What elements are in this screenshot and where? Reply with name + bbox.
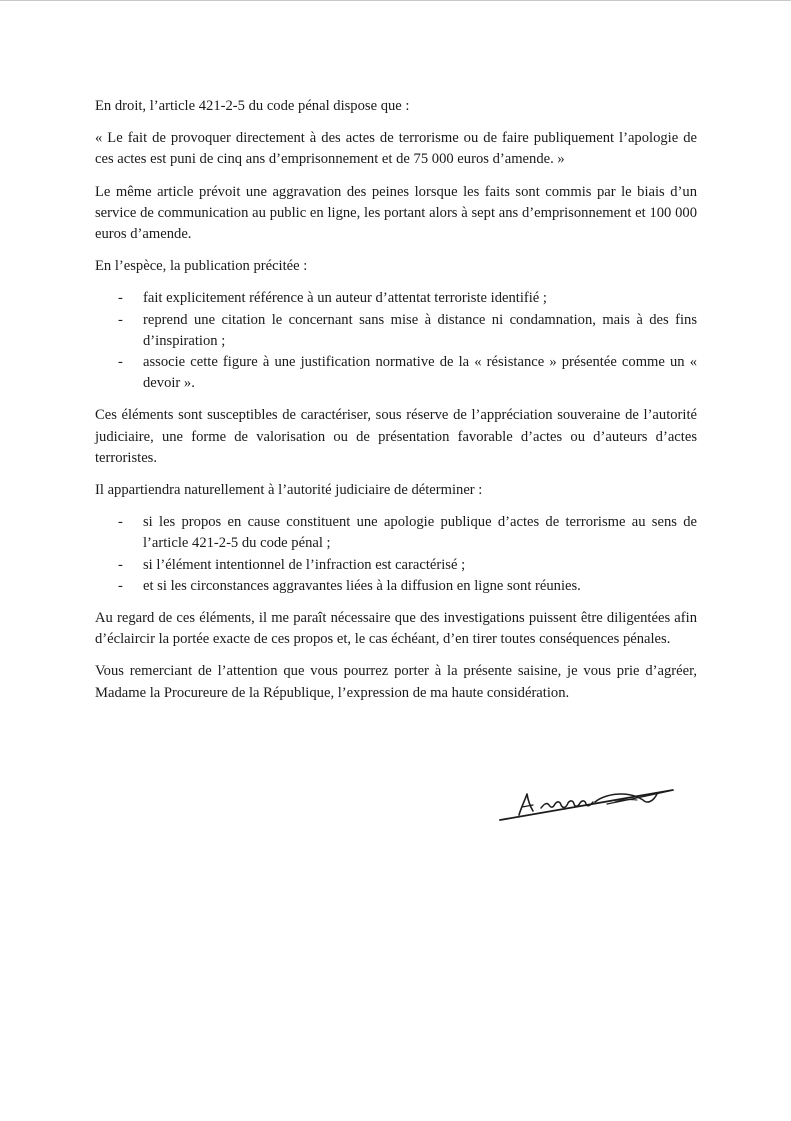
paragraph-aggravation: Le même article prévoit une aggravation des peines lorsque les faits sont commis par le biais d’un service de communication au public en ligne, les portant alors à sept ans d’emprisonnement et 100 000 euros d’amende. — [95, 183, 697, 243]
page-top-border — [0, 0, 791, 1]
publication-facts-list — [95, 288, 697, 394]
list-dash: - — [118, 577, 123, 594]
paragraph-elements: Ces éléments sont susceptibles de caractériser, sous réserve de l’appréciation souveraine de l’autorité judiciaire, une forme de valorisation ou de présentation favorable d’actes ou d’auteurs d’actes terroristes. — [95, 407, 697, 466]
list-item-text: fait explicitement référence à un auteur d’attentat terroriste identifié ; — [143, 290, 547, 307]
list-dash: - — [118, 311, 123, 328]
paragraph-closing-formula: Vous remerciant de l’attention que vous pourrez porter à la présente saisine, je vous prie d’agréer, Madame la Procureure de la République, l’expression de ma haute considération. — [95, 663, 697, 701]
paragraph-legal-basis: En droit, l’article 421-2-5 du code pénal dispose que : — [95, 98, 410, 114]
list-item — [95, 555, 697, 576]
list-item-text: si l’élément intentionnel de l’infraction est caractérisé ; — [143, 556, 466, 573]
list-item — [95, 352, 697, 394]
paragraph-au-regard: Au regard de ces éléments, il me paraît nécessaire que des investigations puissent être diligentées afin d’éclaircir la portée exacte de ces propos et, le cas échéant, d’en tirer toutes conséquences pénales. — [95, 610, 697, 648]
paragraph-en-espece: En l’espèce, la publication précitée : — [95, 258, 308, 275]
list-item-text: associe cette figure à une justification normative de la « résistance » présentée comme un « devoir ». — [143, 354, 697, 392]
list-item-text: et si les circonstances aggravantes liées à la diffusion en ligne sont réunies. — [143, 577, 581, 594]
paragraph-appartiendra: Il appartiendra naturellement à l’autorité judiciaire de déterminer : — [95, 482, 483, 499]
letter-body — [95, 96, 697, 715]
list-dash: - — [118, 290, 123, 307]
list-item — [95, 512, 697, 554]
list-item — [95, 576, 697, 597]
handwritten-signature — [497, 780, 677, 826]
judicial-determination-list — [95, 512, 697, 597]
paragraph-article-quote: « Le fait de provoquer directement à des actes de terrorisme ou de faire publiquement l’apologie de ces actes est puni de cinq ans d’emprisonnement et de 75 000 euros d’amende. » — [95, 130, 697, 168]
list-item-text: reprend une citation le concernant sans mise à distance ni condamnation, mais à des fins d’inspiration ; — [143, 311, 697, 349]
list-item-text: si les propos en cause constituent une apologie publique d’actes de terrorisme au sens de l’article 421-2-5 du code pénal ; — [143, 514, 697, 552]
list-dash: - — [118, 556, 123, 573]
list-item — [95, 310, 697, 352]
list-dash: - — [118, 514, 123, 531]
list-dash: - — [118, 354, 123, 371]
list-item — [95, 288, 697, 309]
